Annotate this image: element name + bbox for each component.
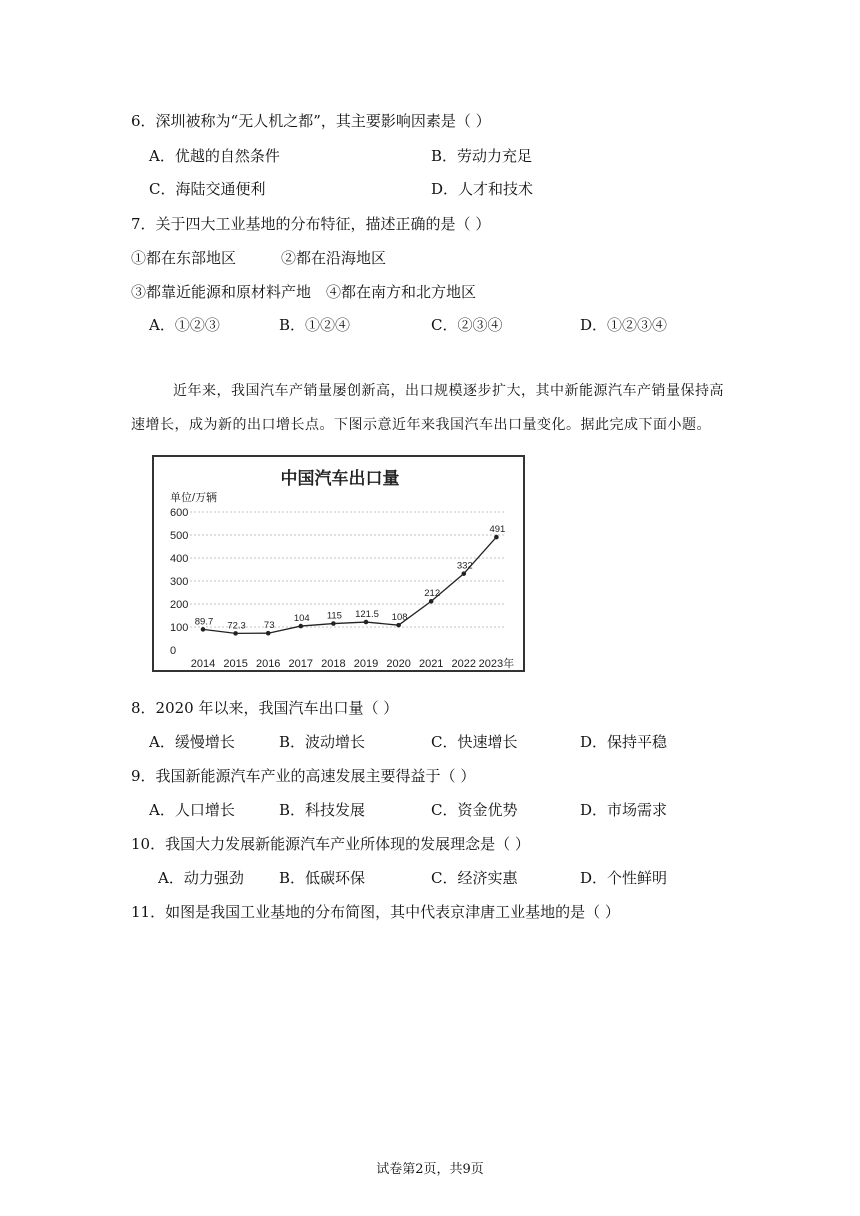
data-point <box>299 624 304 629</box>
y-tick-label: 200 <box>170 599 189 611</box>
data-label: 104 <box>293 613 310 625</box>
q7-option-d: D．①②③④ <box>580 316 668 334</box>
y-tick-label: 0 <box>170 645 177 657</box>
q9-stem: 9．我国新能源汽车产业的高速发展主要得益于（ ） <box>131 767 476 785</box>
data-point <box>396 623 401 628</box>
q7-option-b: B．①②④ <box>279 316 351 334</box>
y-tick-label: 100 <box>170 622 189 634</box>
q6-option-d: D．人才和技术 <box>431 180 534 198</box>
q10-option-c: C．经济实惠 <box>431 869 518 887</box>
q8-option-b: B．波动增长 <box>279 733 366 751</box>
data-label: 491 <box>489 524 506 536</box>
data-label: 121.5 <box>355 609 379 621</box>
q10-option-a: A．动力强劲 <box>158 869 244 887</box>
x-tick-label: 2016 <box>255 658 281 670</box>
data-label: 212 <box>424 588 441 600</box>
x-tick-label: 2015 <box>223 658 248 670</box>
q10-stem: 10．我国大力发展新能源汽车产业所体现的发展理念是（ ） <box>131 835 530 853</box>
data-label: 108 <box>391 612 408 624</box>
q9-option-a: A．人口增长 <box>149 801 235 819</box>
data-point <box>462 571 467 576</box>
q8-stem: 8．2020 年以来，我国汽车出口量（ ） <box>131 699 399 717</box>
y-tick-label: 300 <box>170 576 189 588</box>
x-tick-label: 2020 <box>386 658 411 670</box>
q7-option-c: C．②③④ <box>431 316 503 334</box>
reading-passage: 近年来，我国汽车产销量屡创新高，出口规模逐步扩大，其中新能源汽车产销量保持高速增长，成为新的出口增长点。下图示意近年来我国汽车出口量变化。据此完成下面小题。 <box>131 383 724 433</box>
q6-stem: 6．深圳被称为“无人机之都”，其主要影响因素是（ ） <box>131 112 491 130</box>
q8-option-a: A．缓慢增长 <box>149 733 235 751</box>
q7-statements-1: ①都在东部地区 ②都在沿海地区 <box>131 249 387 267</box>
q6-option-b: B．劳动力充足 <box>431 147 533 165</box>
data-point <box>201 627 206 632</box>
export-chart <box>152 455 525 672</box>
chart-y-unit-label: 单位/万辆 <box>170 492 218 504</box>
q9-option-d: D．市场需求 <box>580 801 668 819</box>
y-tick-label: 600 <box>170 507 189 519</box>
export-series-line <box>203 537 496 633</box>
q11-stem: 11．如图是我国工业基地的分布简图，其中代表京津唐工业基地的是（ ） <box>131 903 620 921</box>
export-line-chart <box>154 457 527 674</box>
q8-option-d: D．保持平稳 <box>580 733 668 751</box>
q10-option-b: B．低碳环保 <box>279 869 366 887</box>
q7-option-a: A．①②③ <box>149 316 220 334</box>
data-point <box>429 599 434 604</box>
q6-option-c: C．海陆交通便利 <box>149 180 266 198</box>
q9-option-b: B．科技发展 <box>279 801 366 819</box>
data-point <box>364 620 369 625</box>
data-point <box>266 631 271 636</box>
data-label: 72.3 <box>227 620 246 632</box>
page-footer: 试卷第2页，共9页 <box>376 1162 484 1177</box>
data-label: 115 <box>326 610 342 622</box>
x-tick-label: 2022 <box>451 658 477 670</box>
data-label: 89.7 <box>194 616 214 628</box>
chart-title: 中国汽车出口量 <box>280 469 400 488</box>
y-tick-label: 500 <box>170 530 189 542</box>
q7-statements-2: ③都靠近能源和原材料产地 ④都在南方和北方地区 <box>131 283 477 301</box>
data-label: 73 <box>263 620 275 632</box>
y-tick-label: 400 <box>170 553 189 565</box>
data-point <box>331 621 336 626</box>
x-tick-label: 2017 <box>288 658 314 670</box>
q10-option-d: D．个性鲜明 <box>580 869 668 887</box>
q6-option-a: A．优越的自然条件 <box>149 147 280 165</box>
q7-stem: 7．关于四大工业基地的分布特征，描述正确的是（ ） <box>131 215 491 233</box>
q8-option-c: C．快速增长 <box>431 733 518 751</box>
x-tick-label: 2018 <box>321 658 346 670</box>
data-point <box>233 631 238 636</box>
q9-option-c: C．资金优势 <box>431 801 518 819</box>
x-tick-label: 2023年 <box>478 658 515 670</box>
data-point <box>494 535 499 540</box>
x-tick-label: 2019 <box>353 658 379 670</box>
x-tick-label: 2014 <box>190 658 216 670</box>
data-label: 332 <box>456 560 473 572</box>
x-tick-label: 2021 <box>418 658 444 670</box>
